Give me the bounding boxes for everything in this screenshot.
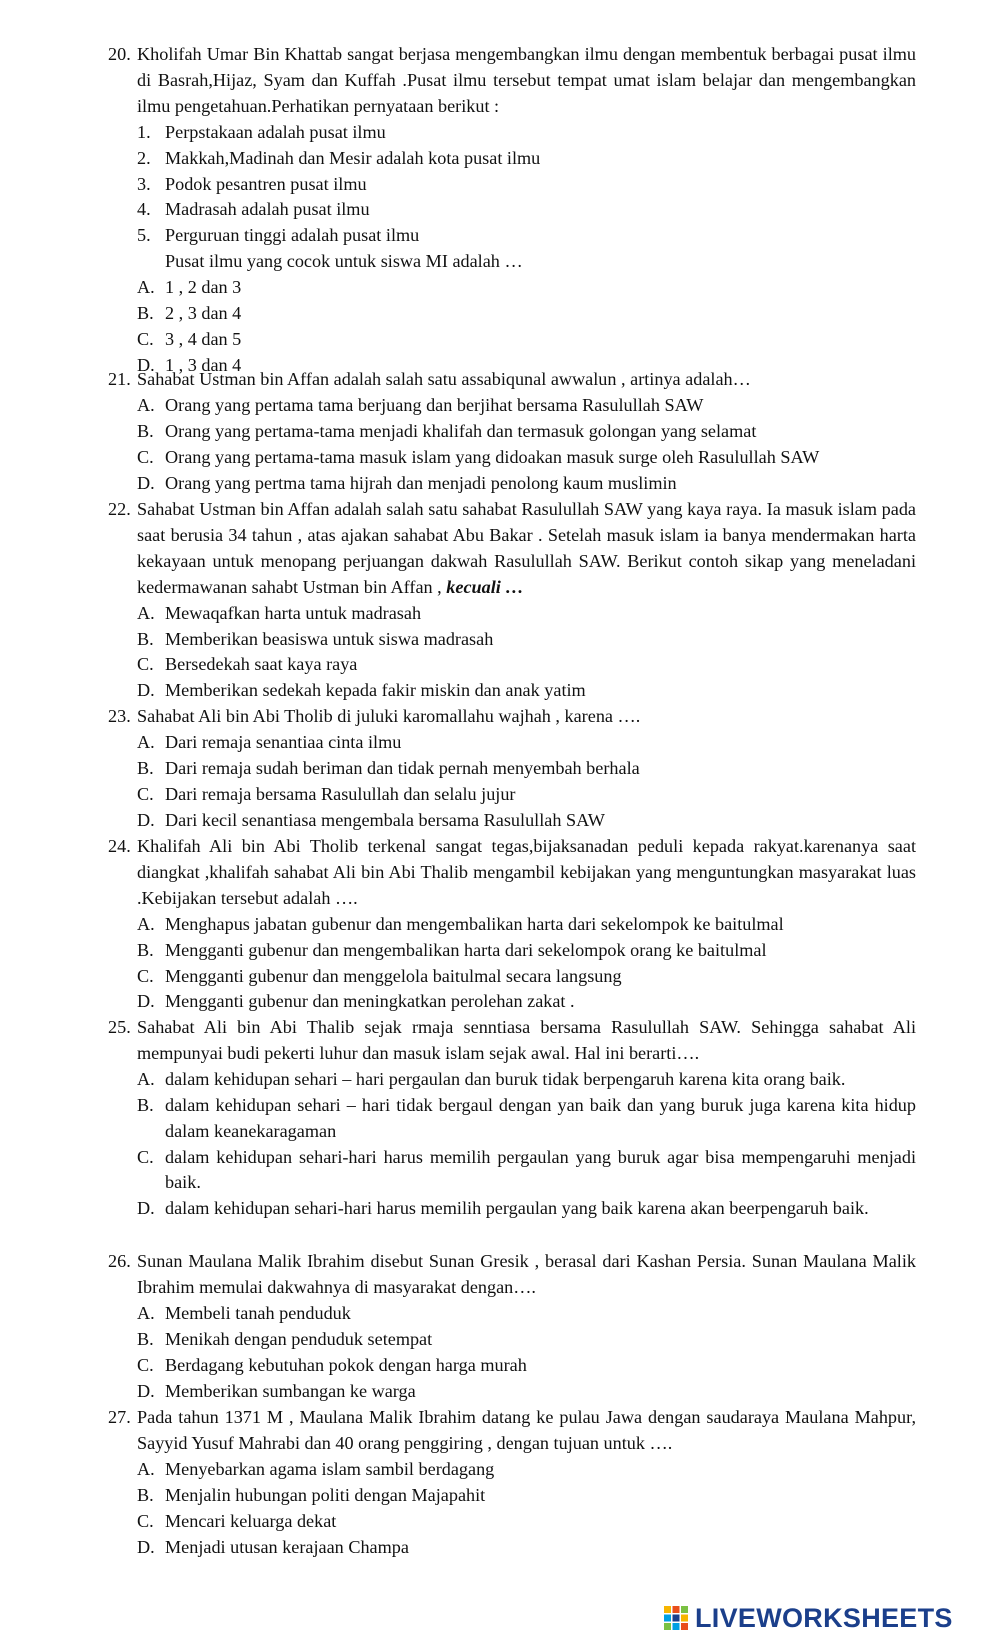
answer-option-b[interactable] <box>108 1327 916 1353</box>
option-text: Menikah dengan penduduk setempat <box>165 1328 433 1349</box>
answer-option-d[interactable] <box>108 1196 916 1222</box>
question-21 <box>108 367 916 497</box>
answer-option-b[interactable] <box>108 1093 916 1145</box>
option-letter: A. <box>137 913 155 934</box>
option-letter: D. <box>137 809 155 830</box>
question-text: Khalifah Ali bin Abi Tholib terkenal sangat tegas,bijaksanadan peduli kepada rakyat.karenanya saat diangkat ,khalifah sahabat Ali bin Abi Thalib mengambil kebijakan yang menguntungkan masyarakat luas .Kebijakan tersebut adalah …. <box>137 836 916 908</box>
option-letter: B. <box>137 1328 154 1349</box>
option-text: 1 , 3 dan 4 <box>165 354 242 375</box>
answer-option-b[interactable] <box>108 627 916 653</box>
question-22 <box>108 497 916 704</box>
option-text: Bersedekah saat kaya raya <box>165 654 358 675</box>
option-letter: A. <box>137 731 155 752</box>
option-text: dalam kehidupan sehari – hari tidak bergaul dengan yan baik dan yang buruk juga karena kita hidup dalam keanekaragaman <box>165 1094 916 1141</box>
liveworksheets-logo <box>663 1601 953 1635</box>
answer-option-b[interactable] <box>108 756 916 782</box>
option-text: dalam kehidupan sehari – hari pergaulan dan buruk tidak berpengaruh karena kita orang baik. <box>165 1068 846 1089</box>
option-letter: D. <box>137 991 155 1012</box>
option-letter: A. <box>137 277 155 298</box>
option-letter: D. <box>137 354 155 375</box>
statement-item <box>108 146 916 172</box>
answer-option-c[interactable] <box>108 445 916 471</box>
statement-text: Madrasah adalah pusat ilmu <box>165 199 370 220</box>
question-number: 20. <box>108 44 131 64</box>
question-24 <box>108 834 916 1015</box>
option-text: Mewaqafkan harta untuk madrasah <box>165 602 422 623</box>
statement-item <box>108 120 916 146</box>
question-20 <box>108 42 916 379</box>
option-letter: A. <box>137 1068 155 1089</box>
answer-option-b[interactable] <box>108 301 916 327</box>
answer-option-d[interactable] <box>108 808 916 834</box>
option-letter: A. <box>137 394 155 415</box>
statement-item <box>108 223 916 249</box>
option-letter: C. <box>137 965 154 986</box>
statement-item <box>108 197 916 223</box>
option-letter: B. <box>137 420 154 441</box>
answer-option-c[interactable] <box>108 1353 916 1379</box>
question-text: Pada tahun 1371 M , Maulana Malik Ibrahim datang ke pulau Jawa dengan saudaraya Maulana Mahpur, Sayyid Yusuf Mahrabi dan 40 orang penggiring , dengan tujuan untuk …. <box>137 1407 916 1453</box>
option-letter: D. <box>137 1380 155 1401</box>
option-letter: B. <box>137 628 154 649</box>
option-text: Orang yang pertma tama hijrah dan menjadi penolong kaum muslimin <box>165 472 677 493</box>
answer-option-b[interactable] <box>108 419 916 445</box>
statement-number: 2. <box>137 147 151 168</box>
option-text: Memberikan sedekah kepada fakir miskin dan anak yatim <box>165 680 586 701</box>
question-text: Sahabat Ustman bin Affan adalah salah satu assabiqunal awwalun , artinya adalah… <box>137 369 751 389</box>
question-number: 25. <box>108 1017 131 1037</box>
option-text: Menjadi utusan kerajaan Champa <box>165 1536 409 1557</box>
option-letter: C. <box>137 1510 154 1531</box>
option-text: 3 , 4 dan 5 <box>165 328 242 349</box>
answer-option-a[interactable] <box>108 1067 916 1093</box>
option-letter: B. <box>137 1094 154 1115</box>
option-letter: D. <box>137 1198 155 1219</box>
option-text: 1 , 2 dan 3 <box>165 277 242 298</box>
statement-text: Perpstakaan adalah pusat ilmu <box>165 121 386 142</box>
question-text: Kholifah Umar Bin Khattab sangat berjasa mengembangkan ilmu dengan membentuk berbagai pusat ilmu di Basrah,Hijaz, Syam dan Kuffah .Pusat ilmu tersebut tempat umat islam belajar dan mengembangkan ilmu pengetahuan.Perhatikan pernyataan berikut : <box>137 44 916 116</box>
option-text: Berdagang kebutuhan pokok dengan harga murah <box>165 1354 527 1375</box>
statement-number: 4. <box>137 199 151 220</box>
option-letter: D. <box>137 472 155 493</box>
question-26 <box>108 1249 916 1404</box>
answer-option-c[interactable] <box>108 652 916 678</box>
question-text: Sahabat Ali bin Abi Thalib sejak rmaja senntiasa bersama Rasulullah SAW. Sehingga sahabat Ali mempunyai budi pekerti luhur dan masuk islam sejak awal. Hal ini berarti…. <box>137 1017 916 1063</box>
statement-item <box>108 172 916 198</box>
option-letter: B. <box>137 757 154 778</box>
statement-text: Makkah,Madinah dan Mesir adalah kota pusat ilmu <box>165 147 541 168</box>
question-23 <box>108 704 916 834</box>
question-number: 24. <box>108 836 131 856</box>
answer-option-d[interactable] <box>108 1535 916 1561</box>
statement-text: Perguruan tinggi adalah pusat ilmu <box>165 225 420 246</box>
statement-number: 3. <box>137 173 151 194</box>
answer-option-a[interactable] <box>108 730 916 756</box>
option-text: Memberikan sumbangan ke warga <box>165 1380 416 1401</box>
option-text: dalam kehidupan sehari-hari harus memilih pergaulan yang baik karena akan beerpengaruh baik. <box>165 1198 869 1219</box>
answer-option-c[interactable] <box>108 964 916 990</box>
option-text: Dari remaja bersama Rasulullah dan selalu jujur <box>165 783 516 804</box>
logo-text: LIVEWORKSHEETS <box>695 1602 953 1633</box>
question-text: Sahabat Ustman bin Affan adalah salah satu sahabat Rasulullah SAW yang kaya raya. Ia masuk islam pada saat berusia 34 tahun , atas ajakan sahabat Abu Bakar . Setelah masuk islam ia banya mendermakan harta kekayaan untuk menopang perjuangan dakwah Rasulullah SAW. Berikut contoh sikap yang meneladani kedermawanan sahabt Ustman bin Affan , <box>137 499 916 597</box>
option-letter: C. <box>137 654 154 675</box>
answer-option-c[interactable] <box>108 1509 916 1535</box>
option-letter: A. <box>137 602 155 623</box>
answer-option-d[interactable] <box>108 678 916 704</box>
option-text: Mengganti gubenur dan meningkatkan perolehan zakat . <box>165 991 575 1012</box>
emphasis-text: kecuali … <box>446 576 524 597</box>
option-letter: C. <box>137 446 154 467</box>
question-number: 23. <box>108 706 131 726</box>
statement-number: 1. <box>137 121 151 142</box>
option-letter: B. <box>137 1484 154 1505</box>
question-number: 26. <box>108 1251 131 1271</box>
option-text: Dari remaja senantiaa cinta ilmu <box>165 731 402 752</box>
answer-option-d[interactable] <box>108 471 916 497</box>
option-letter: C. <box>137 783 154 804</box>
option-text: Mengganti gubenur dan menggelola baitulmal secara langsung <box>165 965 622 986</box>
option-letter: B. <box>137 939 154 960</box>
option-letter: C. <box>137 1354 154 1375</box>
answer-option-a[interactable] <box>108 1301 916 1327</box>
option-text: Memberikan beasiswa untuk siswa madrasah <box>165 628 494 649</box>
question-25 <box>108 1015 916 1222</box>
question-number: 27. <box>108 1407 131 1427</box>
answer-option-a[interactable] <box>108 912 916 938</box>
liveworksheets-logo-icon <box>663 1605 689 1631</box>
question-text-wrapper <box>137 497 916 601</box>
option-letter: A. <box>137 1302 155 1323</box>
statement-number: 5. <box>137 225 151 246</box>
option-text: Orang yang pertama-tama masuk islam yang didoakan masuk surge oleh Rasulullah SAW <box>165 446 820 467</box>
question-prompt: Pusat ilmu yang cocok untuk siswa MI adalah … <box>165 251 523 272</box>
question-text: Sunan Maulana Malik Ibrahim disebut Sunan Gresik , berasal dari Kashan Persia. Sunan Maulana Malik Ibrahim memulai dakwahnya di masyarakat dengan…. <box>137 1251 916 1297</box>
question-number: 22. <box>108 499 131 519</box>
answer-option-b[interactable] <box>108 938 916 964</box>
option-text: Orang yang pertama tama berjuang dan berjihat bersama Rasulullah SAW <box>165 394 704 415</box>
option-text: Menghapus jabatan gubenur dan mengembalikan harta dari sekelompok ke baitulmal <box>165 913 784 934</box>
answer-option-a[interactable] <box>108 275 916 301</box>
option-text: Orang yang pertama-tama menjadi khalifah dan termasuk golongan yang selamat <box>165 420 757 441</box>
option-text: Mengganti gubenur dan mengembalikan harta dari sekelompok orang ke baitulmal <box>165 939 767 960</box>
option-letter: D. <box>137 1536 155 1557</box>
answer-option-c[interactable] <box>108 327 916 353</box>
question-text: Sahabat Ali bin Abi Tholib di juluki karomallahu wajhah , karena …. <box>137 706 641 726</box>
option-text: dalam kehidupan sehari-hari harus memilih pergaulan yang buruk agar bisa mempengaruhi menjadi baik. <box>165 1146 916 1193</box>
statement-text: Podok pesantren pusat ilmu <box>165 173 367 194</box>
question-27 <box>108 1405 916 1560</box>
answer-option-b[interactable] <box>108 1483 916 1509</box>
answer-option-d[interactable] <box>108 989 916 1015</box>
answer-option-c[interactable] <box>108 1145 916 1197</box>
option-letter: C. <box>137 1146 154 1167</box>
option-letter: D. <box>137 680 155 701</box>
question-number: 21. <box>108 369 131 389</box>
answer-option-a[interactable] <box>108 1457 916 1483</box>
option-text: Dari remaja sudah beriman dan tidak pernah menyembah berhala <box>165 757 640 778</box>
option-text: Menjalin hubungan politi dengan Majapahit <box>165 1484 486 1505</box>
option-text: Mencari keluarga dekat <box>165 1510 337 1531</box>
option-letter: A. <box>137 1458 155 1479</box>
answer-option-c[interactable] <box>108 782 916 808</box>
option-text: Dari kecil senantiasa mengembala bersama Rasulullah SAW <box>165 809 605 830</box>
option-text: Membeli tanah penduduk <box>165 1302 351 1323</box>
option-letter: C. <box>137 328 154 349</box>
answer-option-a[interactable] <box>108 601 916 627</box>
option-letter: B. <box>137 303 154 324</box>
answer-option-a[interactable] <box>108 393 916 419</box>
answer-option-d[interactable] <box>108 1379 916 1405</box>
option-text: Menyebarkan agama islam sambil berdagang <box>165 1458 495 1479</box>
option-text: 2 , 3 dan 4 <box>165 303 242 324</box>
